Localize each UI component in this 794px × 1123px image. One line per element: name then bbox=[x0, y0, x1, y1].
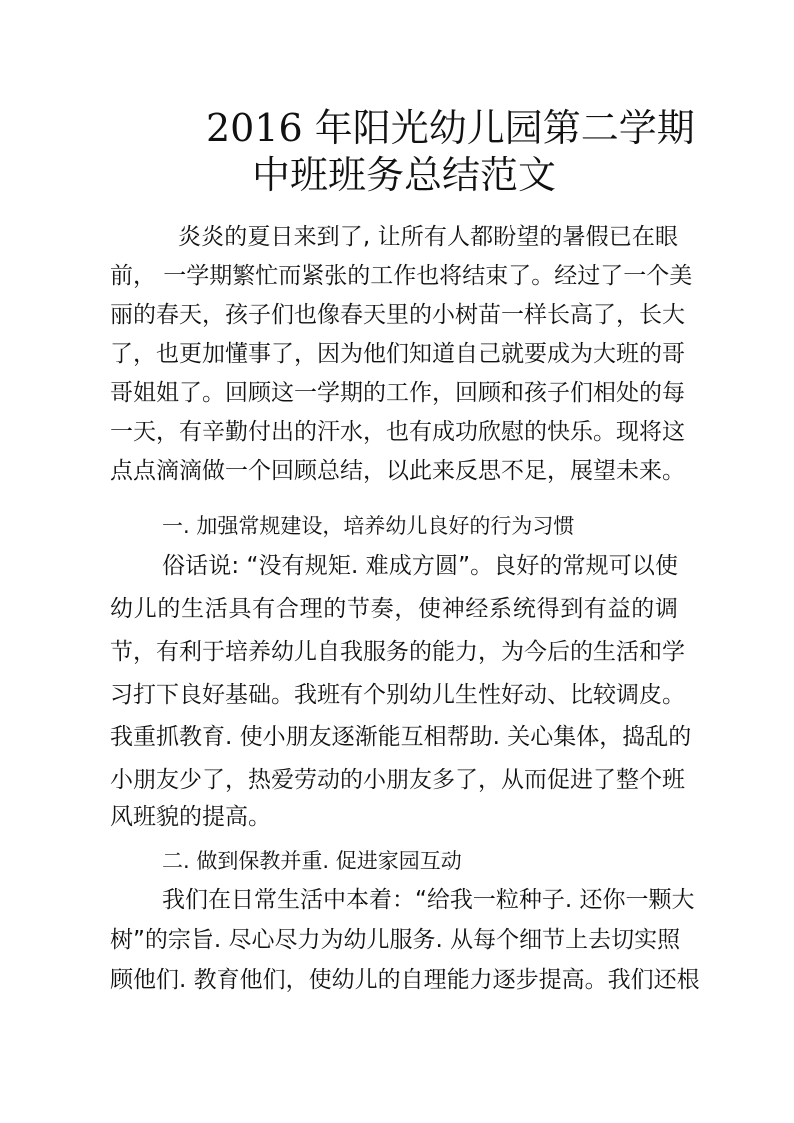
title-line-1: 2016 年阳光幼儿园第二学期 bbox=[206, 106, 695, 150]
section-1-line: 节，有利于培养幼儿自我服务的能力，为今后的生活和学 bbox=[110, 639, 685, 665]
section-2-line: 顾他们. 教育他们，使幼儿的自理能力逐步提高。我们还根 bbox=[110, 967, 700, 993]
section-1-line: 风班貌的提高。 bbox=[110, 804, 271, 830]
section-1-heading: 一. 加强常规建设，培养幼儿良好的行为习惯 bbox=[162, 514, 575, 538]
intro-line: 丽的春天，孩子们也像春天里的小树苗一样长高了，长大 bbox=[110, 302, 685, 328]
section-2-line: 我们在日常生活中本着：“给我一粒种子. 还你一颗大 bbox=[162, 887, 695, 913]
intro-line: 了，也更加懂事了，因为他们知道自己就要成为大班的哥 bbox=[110, 341, 685, 367]
section-1-line: 俗话说: “没有规矩. 难成方圆”。良好的常规可以使 bbox=[162, 553, 678, 579]
section-2-line: 树”的宗旨. 尽心尽力为幼儿服务. 从每个细节上去切实照 bbox=[110, 927, 681, 953]
intro-line: 点点滴滴做一个回顾总结，以此来反思不足，展望未来。 bbox=[110, 458, 685, 484]
intro-line: 炎炎的夏日来到了, 让所有人都盼望的暑假已在眼 bbox=[178, 224, 678, 250]
section-1-line: 我重抓教育. 使小朋友逐渐能互相帮助. 关心集体，捣乱的 bbox=[110, 724, 692, 750]
section-1-line: 习打下良好基础。我班有个别幼儿生性好动、比较调皮。 bbox=[110, 682, 685, 708]
intro-line: 一天，有辛勤付出的汗水，也有成功欣慰的快乐。现将这 bbox=[110, 419, 685, 445]
title-line-2: 中班班务总结范文 bbox=[252, 153, 557, 197]
intro-line: 前， 一学期繁忙而紧张的工作也将结束了。经过了一个美 bbox=[110, 263, 693, 289]
section-2-heading: 二. 做到保教并重. 促进家园互动 bbox=[162, 849, 462, 873]
section-1-line: 小朋友少了，热爱劳动的小朋友多了，从而促进了整个班 bbox=[110, 767, 685, 793]
section-1-line: 幼儿的生活具有合理的节奏，使神经系统得到有益的调 bbox=[110, 596, 678, 622]
intro-line: 哥姐姐了。回顾这一学期的工作，回顾和孩子们相处的每 bbox=[110, 380, 685, 406]
